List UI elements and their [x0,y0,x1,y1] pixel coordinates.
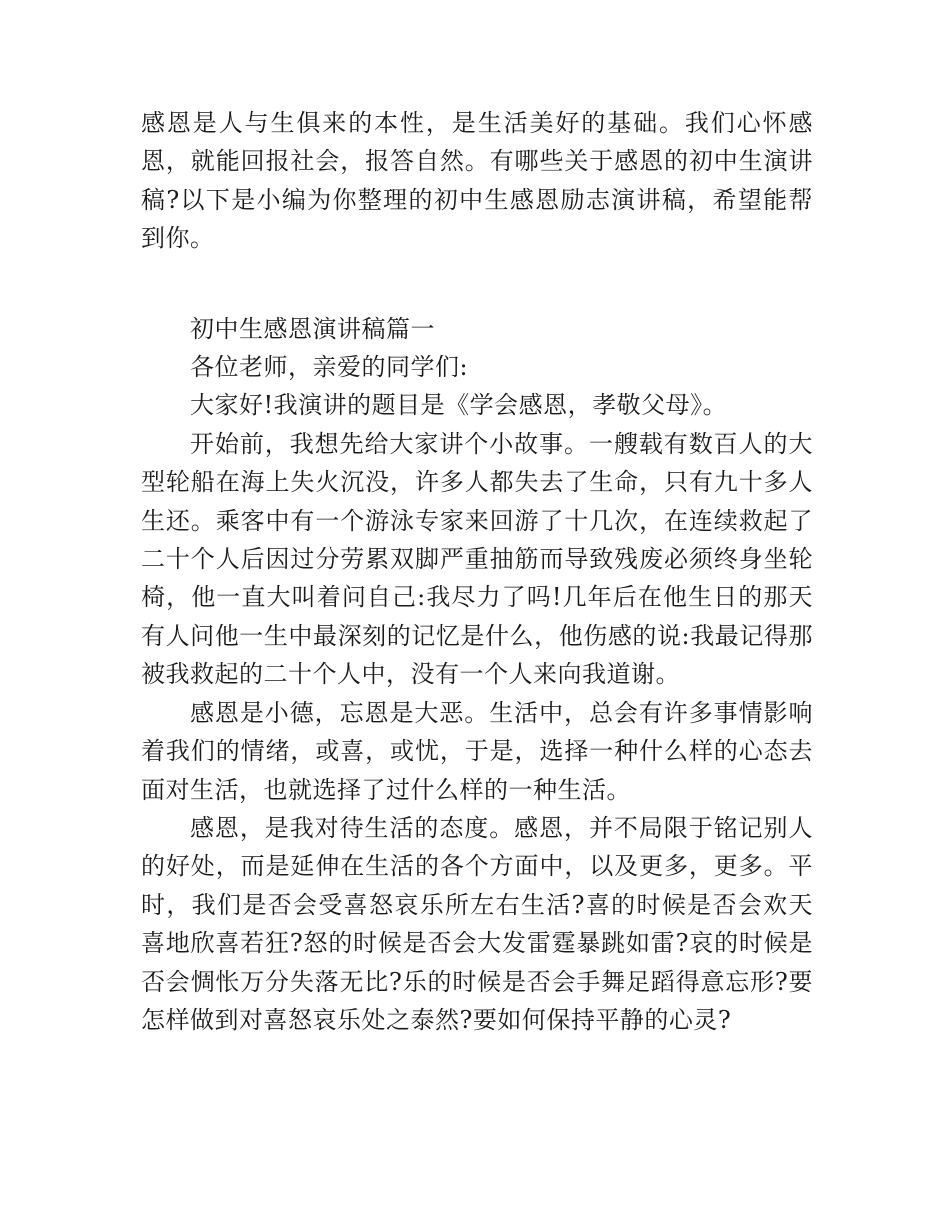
document-body [141,104,813,1039]
body-paragraph: 开始前，我想先给大家讲个小故事。一艘载有数百人的大型轮船在海上失火沉没，许多人都失去了生命，只有九十多人生还。乘客中有一个游泳专家来回游了十几次，在连续救起了二十个人后因过分劳累双脚严重抽筋而导致残废必须终身坐轮椅，他一直大叫着问自己:我尽力了吗!几年后在他生日的那天有人问他一生中最深刻的记忆是什么，他伤感的说:我最记得那被我救起的二十个人中，没有一个人来向我道谢。 [141,429,813,689]
body-paragraph: 大家好!我演讲的题目是《学会感恩，孝敬父母》。 [190,391,728,420]
paragraph-spacer [141,258,813,310]
body-paragraph: 感恩，是我对待生活的态度。感恩，并不局限于铭记别人的好处，而是延伸在生活的各个方面中，以及更多，更多。平时，我们是否会受喜怒哀乐所左右生活?喜的时候是否会欢天喜地欣喜若狂?怒的时候是否会大发雷霆暴跳如雷?哀的时候是否会惆怅万分失落无比?乐的时候是否会手舞足蹈得意忘形?要怎样做到对喜怒哀乐处之泰然?要如何保持平静的心灵? [141,813,813,1034]
body-paragraph: 感恩是小德，忘恩是大恶。生活中，总会有许多事情影响着我们的情绪，或喜，或忧，于是，选择一种什么样的心态去面对生活，也就选择了过什么样的一种生活。 [141,698,813,804]
section-title: 初中生感恩演讲稿篇一 [190,314,435,343]
greeting-line: 各位老师，亲爱的同学们: [190,353,469,382]
intro-paragraph: 感恩是人与生俱来的本性，是生活美好的基础。我们心怀感恩，就能回报社会，报答自然。有哪些关于感恩的初中生演讲稿?以下是小编为你整理的初中生感恩励志演讲稿，希望能帮到你。 [141,109,813,253]
